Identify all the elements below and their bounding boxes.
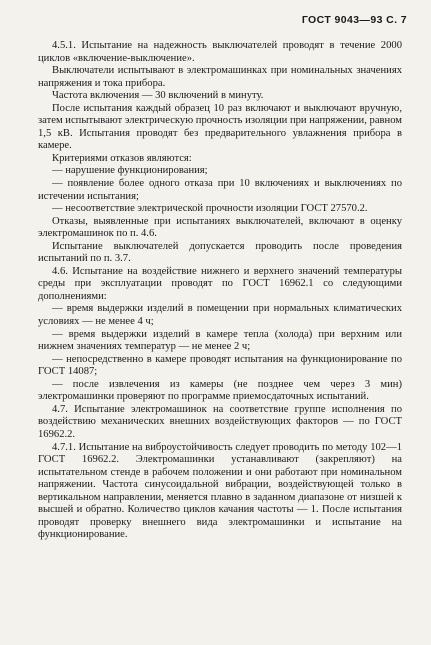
paragraph-after-test: После испытания каждый образец 10 раз включают и выключают вручную, затем испытывают электрическую прочность изоляции при напряжении, равном 1,5 кВ. Испытания проводят без предварительного увлажнения прибора в камере.: [38, 102, 402, 152]
list-item-criterion-2: — появление более одного отказа при 10 включениях и выключениях по истечении испытания;: [38, 178, 402, 202]
paragraph-test-conditions: Выключатели испытывают в электромашинках при номинальных значениях напряжения и тока прибора.: [38, 65, 402, 89]
paragraph-criteria-heading: Критериями отказов являются:: [52, 152, 192, 164]
paragraph-failures: Отказы, выявленные при испытаниях выключателей, включают в оценку электромашинок по п. 4.6.: [38, 215, 402, 240]
list-item-hold-chamber: — время выдержки изделий в камере тепла (холода) при верхним или нижнем значениях температур — не менее 2 ч;: [38, 328, 402, 353]
document-body: [38, 40, 402, 542]
paragraph-allowed: Испытание выключателей допускается проводить после проведения испытаний по п. 3.7.: [38, 240, 402, 265]
paragraph-4-7: 4.7. Испытание электромашинок на соответствие группе исполнения по воздействию механических внешних воздействующих факторов — по ГОСТ 16962.2.: [38, 403, 402, 440]
list-item-criterion-3: — несоответствие электрической прочности изоляции ГОСТ 27570.2.: [52, 203, 368, 215]
list-item-in-chamber: — непосредственно в камере проводят испытания на функционирование по ГОСТ 14087;: [38, 353, 402, 378]
list-item-hold-room: — время выдержки изделий в помещении при нормальных климатических условиях — не менее 4 ч;: [38, 303, 402, 328]
paragraph-4-7-1: 4.7.1. Испытание на виброустойчивость следует проводить по методу 102—1 ГОСТ 16962.2. Электромашинки устанавливают (закрепляют) на испытательном стенде в рабочем положении и они работают при номинальном напряжении. Частота синусоидальной вибрации, воздействующей только в вертикальном направлении, меняется плавно в заданном диапазоне от низшей к высшей и обратно. Количество циклов качания частоты — 1. После испытания проводят проверку внешнего вида электромашинки и испытание на функционирование.: [38, 441, 402, 541]
paragraph-4-5-1: 4.5.1. Испытание на надежность выключателей проводят в течение 2000 циклов «включение-выключение».: [38, 40, 402, 64]
paragraph-frequency: Частота включения — 30 включений в минуту.: [52, 90, 264, 102]
page-header: ГОСТ 9043—93 С. 7: [301, 14, 407, 26]
paragraph-4-6: 4.6. Испытание на воздействие нижнего и верхнего значений температуры среды при эксплуатации проводят по ГОСТ 16962.1 со следующими дополнениями:: [38, 265, 402, 302]
list-item-after-removal: — после извлечения из камеры (не позднее чем через 3 мин) электромашинки проверяют по программе приемосдаточных испытаний.: [38, 378, 402, 403]
list-item-criterion-1: — нарушение функционирования;: [52, 165, 208, 177]
